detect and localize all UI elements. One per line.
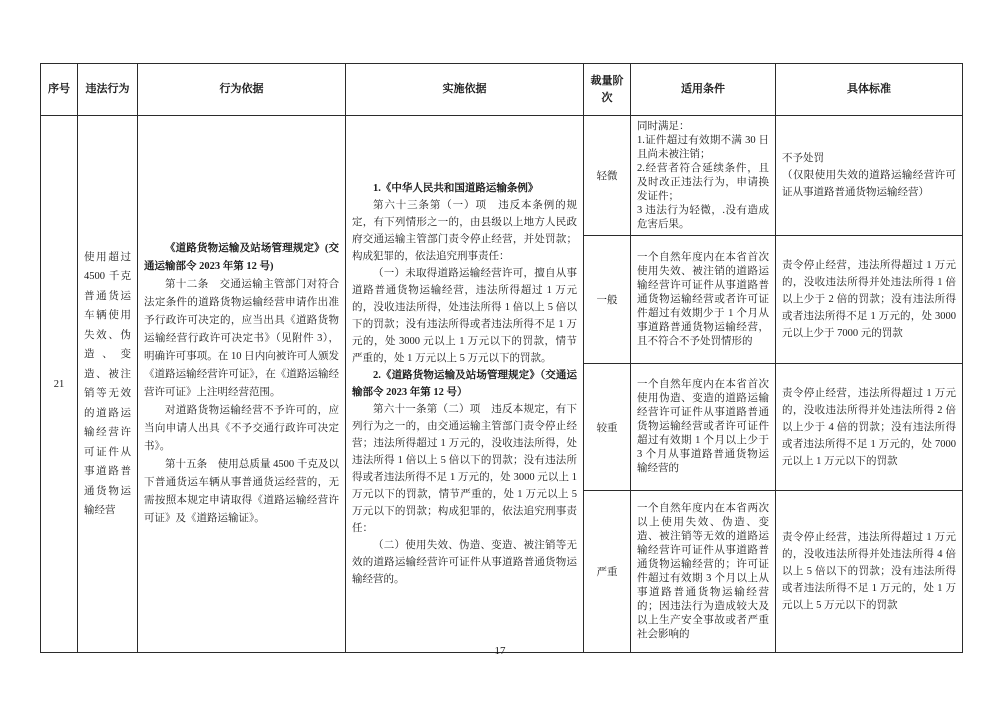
cell-violation-text: 使用超过 4500 千克普通货运车辆使用失效、伪造、变造、被注销等无效的道路运输经营许可证件从事道路普通货物运输经营 xyxy=(78,116,138,653)
condition-line: 同时满足： xyxy=(637,120,690,132)
header-implementation-basis: 实施依据 xyxy=(346,64,584,116)
page-number: 17 xyxy=(494,645,506,657)
cell-serial-number: 21 xyxy=(41,116,78,653)
standard-line: 不予处罚 xyxy=(782,153,824,164)
header-serial: 序号 xyxy=(41,64,78,116)
header-violation: 违法行为 xyxy=(78,64,138,116)
cell-condition-general: 一个自然年度内在本省首次使用失效、被注销的道路运输经营许可证件从事道路普通货物运输经营或者许可证件超过有效期少于 1 个月从事道路普通货物运输经营，且不符合不予处罚情形的 xyxy=(631,236,776,364)
header-specific-standards: 具体标准 xyxy=(776,64,963,116)
cell-condition-light xyxy=(631,116,776,236)
behavior-basis-title: 《道路货物运输及站场管理规定》(交通运输部令 2023 年第 12 号) xyxy=(144,243,339,272)
header-behavior-basis: 行为依据 xyxy=(138,64,346,116)
cell-standard-serious: 责令停止经营，违法所得超过 1 万元的，没收违法所得并处违法所得 2 倍以上少于 4 倍的罚款；没有违法所得或者违法所得不足 1 万元的，处 7000 元以上 1 万元以下的罚款 xyxy=(776,364,963,491)
implementation-basis-title-1: 1.《中华人民共和国道路运输条例》 xyxy=(373,183,539,194)
standard-line: （仅限使用失效的道路运输经营许可证从事道路普通货物运输经营） xyxy=(782,170,956,198)
cell-standard-severe: 责令停止经营，违法所得超过 1 万元的，没收违法所得并处违法所得 4 倍以上 5 倍以下的罚款；没有违法所得或者违法所得不足 1 万元的，处 1 万元以上 5 万元以下的罚款 xyxy=(776,491,963,653)
behavior-basis-paragraph: 第十二条 交通运输主管部门对符合法定条件的道路货物运输经营申请作出准予行政许可决定的，应当出具《道路货物运输经营行政许可决定书》（见附件 3），明确许可事项。在 10 日内向被许可人颁发《道路运输经营许可证》，在《道路运输经营许可证》上注明经营范围。 xyxy=(144,279,339,398)
implementation-basis-paragraph: （一）未取得道路运输经营许可，擅自从事道路普通货物运输经营，违法所得超过 1 万元的，没收违法所得，处违法所得 1 倍以上 5 倍以下的罚款；没有违法所得或者违法所得不足 1 万元的，处 3000 元以上 1 万元以下的罚款，情节严重的，处 1 万元以上 5 万元以下的罚款。 xyxy=(352,268,577,364)
table-header-row xyxy=(41,64,963,116)
implementation-basis-paragraph: （二）使用失效、伪造、变造、被注销等无效的道路运输经营许可证件从事道路普通货物运输经营的。 xyxy=(352,540,577,585)
table-row-light xyxy=(41,116,963,236)
implementation-basis-title-2: 2.《道路货物运输及站场管理规定》（交通运输部令 2023 年第 12 号） xyxy=(352,370,577,398)
implementation-basis-paragraph: 第六十一条第（二）项 违反本规定，有下列行为之一的，由交通运输主管部门责令停止经营；违法所得超过 1 万元的，没收违法所得，处违法所得 1 倍以上 5 倍以下的罚款；没有违法所得或者违法所得不足 1 万元的，处 3000 元以上 1 万元以下的罚款，情节严重的，处 1 万元以上 5 万元以下的罚款；构成犯罪的，依法追究刑事责任： xyxy=(352,404,577,534)
condition-line: 3 违法行为轻微，.没有造成危害后果。 xyxy=(637,204,769,230)
cell-level-general: 一般 xyxy=(584,236,631,364)
behavior-basis-paragraph: 第十五条 使用总质量 4500 千克及以下普通货运车辆从事普通货运经营的，无需按照本规定申请取得《道路运输经营许可证》及《道路运输证》。 xyxy=(144,459,339,524)
cell-standard-general: 责令停止经营，违法所得超过 1 万元的，没收违法所得并处违法所得 1 倍以上少于 2 倍的罚款；没有违法所得或者违法所得不足 1 万元的，处 3000 元以上少于 7000 元的罚款 xyxy=(776,236,963,364)
behavior-basis-paragraph: 对道路货物运输经营不予许可的，应当向申请人出具《不予交通行政许可决定书》。 xyxy=(144,405,339,452)
implementation-basis-paragraph: 第六十三条第（一）项 违反本条例的规定，有下列情形之一的，由县级以上地方人民政府交通运输主管部门责令停止经营，并处罚款；构成犯罪的，依法追究刑事责任： xyxy=(352,200,577,262)
cell-condition-severe: 一个自然年度内在本省两次以上使用失效、伪造、变造、被注销等无效的道路运输经营许可证件从事道路普通货物运输经营的；许可证件超过有效期 3 个月以上从事道路普通货物运输经营的；因违法行为造成较大及以上生产安全事故或者严重社会影响的 xyxy=(631,491,776,653)
cell-condition-serious: 一个自然年度内在本省首次使用伪造、变造的道路运输经营许可证件从事道路普通货物运输经营或者许可证件超过有效期 1 个月以上少于 3 个月从事道路普通货物运输经营的 xyxy=(631,364,776,491)
cell-level-serious: 较重 xyxy=(584,364,631,491)
header-applicable-conditions: 适用条件 xyxy=(631,64,776,116)
cell-implementation-basis xyxy=(346,116,584,653)
cell-level-severe: 严重 xyxy=(584,491,631,653)
penalty-discretion-table xyxy=(40,63,963,653)
cell-behavior-basis xyxy=(138,116,346,653)
cell-level-light: 轻微 xyxy=(584,116,631,236)
condition-line: 2.经营者符合延续条件，且及时改正违法行为，申请换发证件； xyxy=(637,162,769,202)
header-discretion-level: 裁量阶次 xyxy=(584,64,631,116)
condition-line: 1.证件超过有效期不满 30 日且尚未被注销； xyxy=(637,134,769,160)
cell-standard-light xyxy=(776,116,963,236)
